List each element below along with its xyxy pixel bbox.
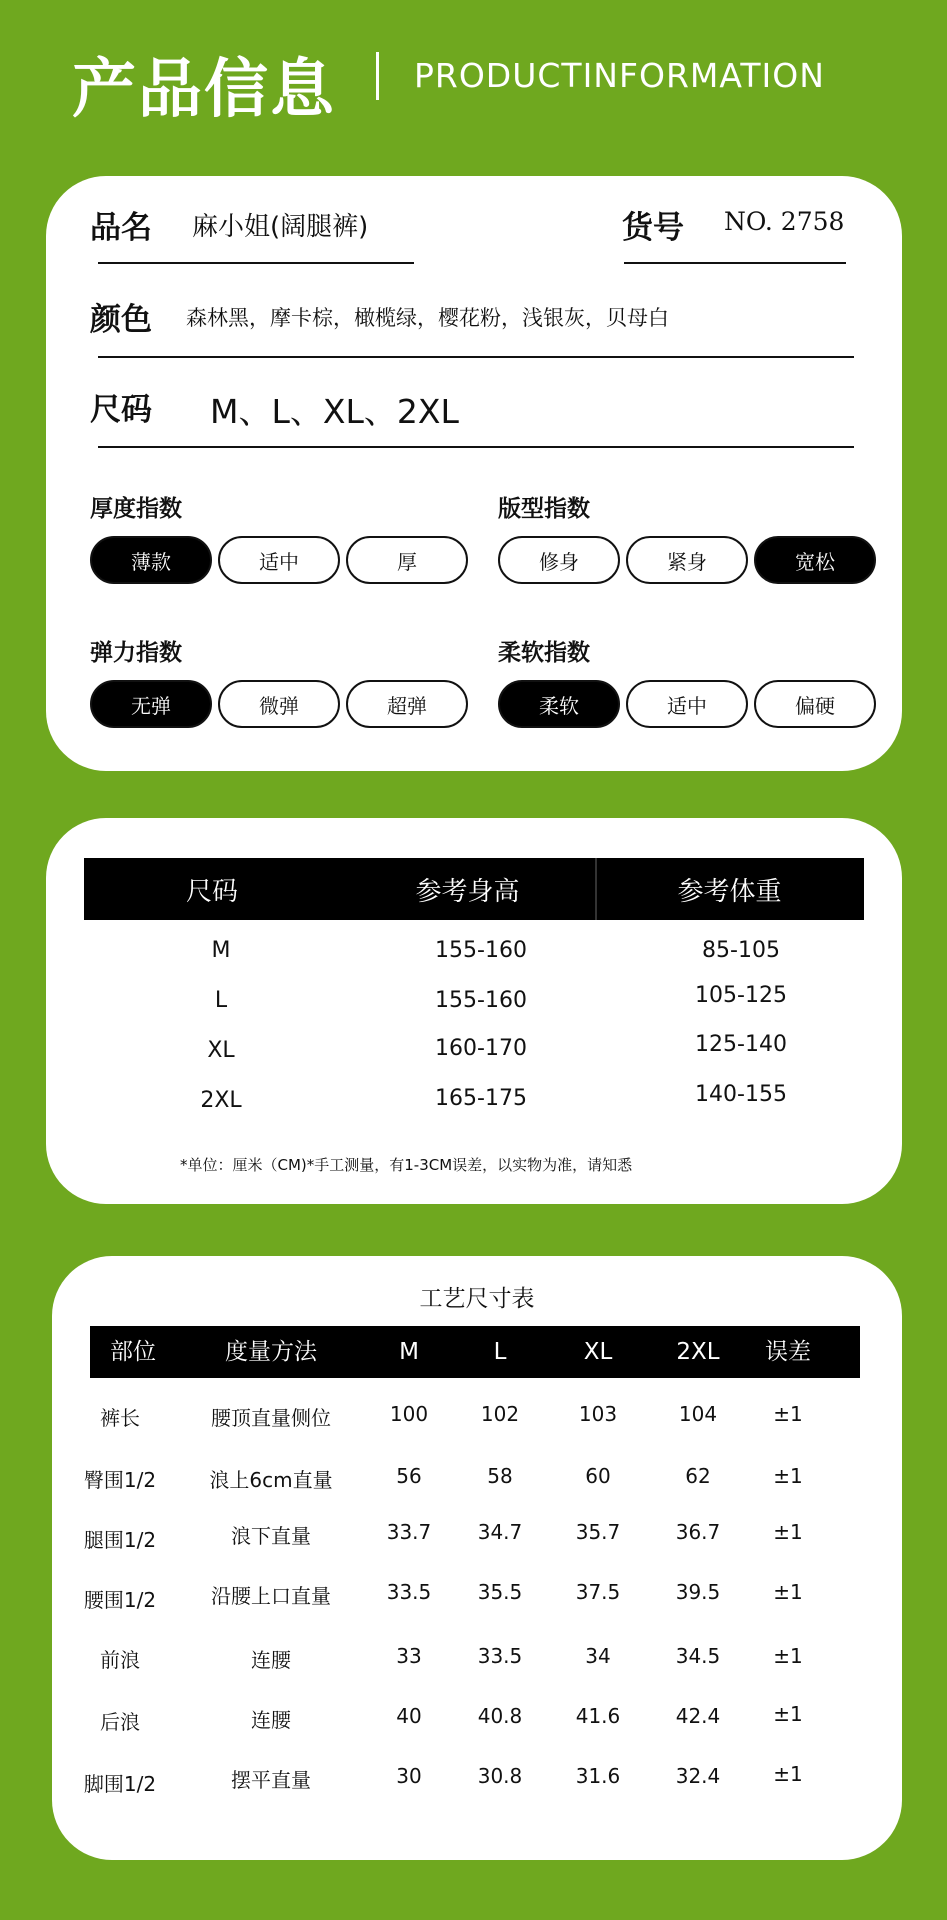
size-header-weight: 参考体重 <box>677 876 782 907</box>
m-cell: 56 <box>396 1464 422 1488</box>
fit-option-slim[interactable]: 修身 <box>498 536 620 584</box>
method-cell: 浪下直量 <box>231 1524 311 1548</box>
thickness-option-thick[interactable]: 厚 <box>346 536 468 584</box>
elasticity-index-label: 弹力指数 <box>90 640 182 666</box>
l-cell: 58 <box>487 1464 513 1488</box>
method-cell: 摆平直量 <box>231 1768 311 1792</box>
fit-index-label: 版型指数 <box>498 496 590 522</box>
size-cell: XL <box>207 1038 235 1063</box>
xl-cell: 35.7 <box>575 1520 621 1544</box>
thickness-index-label: 厚度指数 <box>90 496 182 522</box>
page-title: 产品信息 <box>72 53 336 127</box>
sku-value: NO. 2758 <box>724 207 845 236</box>
xl-cell: 60 <box>585 1464 611 1488</box>
2xl-cell: 39.5 <box>675 1580 721 1604</box>
xl-cell: 37.5 <box>575 1580 621 1604</box>
elasticity-option-none[interactable]: 无弹 <box>90 680 212 728</box>
fit-options <box>498 536 876 584</box>
title-divider <box>376 52 379 100</box>
craft-header-part: 部位 <box>110 1339 156 1365</box>
name-rule <box>98 262 414 264</box>
name-label: 品名 <box>90 210 152 246</box>
method-cell: 浪上6cm直量 <box>209 1468 333 1492</box>
product-info-card <box>46 176 902 771</box>
softness-option-stiff[interactable]: 偏硬 <box>754 680 876 728</box>
m-cell: 40 <box>396 1704 422 1728</box>
size-value: M、L、XL、2XL <box>210 392 459 431</box>
height-cell: 160-170 <box>435 1036 527 1061</box>
weight-cell: 105-125 <box>695 983 787 1008</box>
m-cell: 33 <box>396 1644 422 1668</box>
part-cell: 臀围1/2 <box>83 1468 157 1492</box>
tolerance-cell: ±1 <box>773 1644 803 1668</box>
xl-cell: 34 <box>585 1644 611 1668</box>
l-cell: 33.5 <box>477 1644 523 1668</box>
2xl-cell: 36.7 <box>675 1520 721 1544</box>
elasticity-option-slight[interactable]: 微弹 <box>218 680 340 728</box>
size-table-header <box>84 858 864 920</box>
part-cell: 后浪 <box>100 1710 140 1734</box>
height-cell: 155-160 <box>435 988 527 1013</box>
2xl-cell: 34.5 <box>675 1644 721 1668</box>
part-cell: 腰围1/2 <box>83 1588 157 1612</box>
page-subtitle: PRODUCTINFORMATION <box>414 56 825 95</box>
size-table-note: *单位：厘米（CM)*手工测量，有1-3CM误差，以实物为准，请知悉 <box>180 1156 633 1174</box>
size-header-separator <box>595 858 597 920</box>
2xl-cell: 32.4 <box>675 1764 721 1788</box>
weight-cell: 85-105 <box>702 938 780 963</box>
elasticity-options <box>90 680 468 728</box>
craft-header-2xl: 2XL <box>676 1339 720 1365</box>
size-cell: L <box>214 988 228 1013</box>
size-rule <box>98 446 854 448</box>
size-cell: M <box>211 938 231 963</box>
part-cell: 脚围1/2 <box>83 1772 157 1796</box>
thickness-options <box>90 536 468 584</box>
craft-header-tolerance: 误差 <box>765 1339 811 1365</box>
craft-size-card <box>52 1256 902 1860</box>
l-cell: 40.8 <box>477 1704 523 1728</box>
craft-header-method: 度量方法 <box>225 1339 317 1365</box>
2xl-cell: 42.4 <box>675 1704 721 1728</box>
size-reference-card <box>46 818 902 1204</box>
size-cell: 2XL <box>200 1088 242 1113</box>
xl-cell: 31.6 <box>575 1764 621 1788</box>
tolerance-cell: ±1 <box>773 1702 803 1726</box>
method-cell: 腰顶直量侧位 <box>211 1406 331 1430</box>
method-cell: 连腰 <box>251 1648 291 1672</box>
xl-cell: 103 <box>578 1402 618 1426</box>
craft-header-l: L <box>493 1339 507 1365</box>
fit-option-tight[interactable]: 紧身 <box>626 536 748 584</box>
thickness-option-thin[interactable]: 薄款 <box>90 536 212 584</box>
method-cell: 连腰 <box>251 1708 291 1732</box>
method-cell: 沿腰上口直量 <box>211 1584 331 1608</box>
craft-table-header <box>90 1326 860 1378</box>
name-value: 麻小姐(阔腿裤) <box>192 212 369 242</box>
tolerance-cell: ±1 <box>773 1402 803 1426</box>
softness-options <box>498 680 876 728</box>
l-cell: 34.7 <box>477 1520 523 1544</box>
color-value: 森林黑，摩卡棕，橄榄绿，樱花粉，浅银灰，贝母白 <box>186 306 669 330</box>
thickness-option-medium[interactable]: 适中 <box>218 536 340 584</box>
elasticity-option-high[interactable]: 超弹 <box>346 680 468 728</box>
sku-rule <box>624 262 846 264</box>
tolerance-cell: ±1 <box>773 1580 803 1604</box>
m-cell: 33.5 <box>386 1580 432 1604</box>
size-label: 尺码 <box>90 392 152 428</box>
weight-cell: 140-155 <box>695 1082 787 1107</box>
part-cell: 腿围1/2 <box>83 1528 157 1552</box>
2xl-cell: 62 <box>685 1464 711 1488</box>
part-cell: 前浪 <box>100 1648 140 1672</box>
tolerance-cell: ±1 <box>773 1464 803 1488</box>
softness-option-medium[interactable]: 适中 <box>626 680 748 728</box>
m-cell: 30 <box>396 1764 422 1788</box>
craft-header-xl: XL <box>583 1339 613 1365</box>
l-cell: 102 <box>480 1402 520 1426</box>
page-header <box>0 0 947 170</box>
softness-index-label: 柔软指数 <box>498 640 590 666</box>
size-header-height: 参考身高 <box>415 876 520 907</box>
size-header-size: 尺码 <box>185 876 238 907</box>
m-cell: 100 <box>389 1402 429 1426</box>
craft-table-title: 工艺尺寸表 <box>419 1286 535 1312</box>
color-rule <box>98 356 854 358</box>
fit-option-loose[interactable]: 宽松 <box>754 536 876 584</box>
l-cell: 35.5 <box>477 1580 523 1604</box>
sku-label: 货号 <box>622 210 684 246</box>
tolerance-cell: ±1 <box>773 1520 803 1544</box>
height-cell: 155-160 <box>435 938 527 963</box>
xl-cell: 41.6 <box>575 1704 621 1728</box>
part-cell: 裤长 <box>100 1406 140 1430</box>
m-cell: 33.7 <box>386 1520 432 1544</box>
color-label: 颜色 <box>90 302 152 338</box>
weight-cell: 125-140 <box>695 1032 787 1057</box>
2xl-cell: 104 <box>678 1402 718 1426</box>
height-cell: 165-175 <box>435 1086 527 1111</box>
craft-header-m: M <box>399 1339 419 1365</box>
l-cell: 30.8 <box>477 1764 523 1788</box>
softness-option-soft[interactable]: 柔软 <box>498 680 620 728</box>
tolerance-cell: ±1 <box>773 1762 803 1786</box>
